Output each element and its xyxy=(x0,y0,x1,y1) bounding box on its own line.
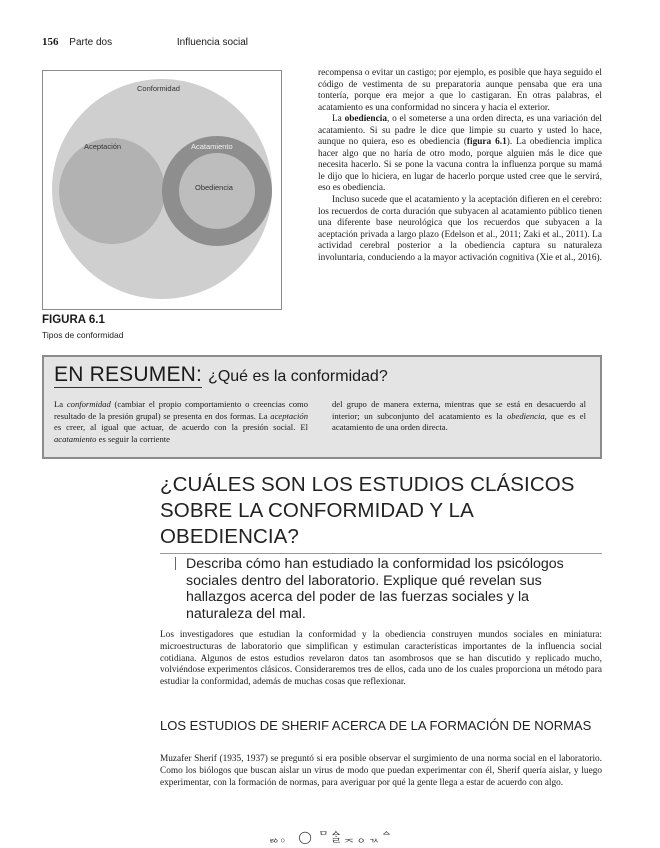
figure-caption-subtitle: Tipos de conformidad xyxy=(42,330,124,340)
summary-question: ¿Qué es la conformidad? xyxy=(208,368,388,385)
chapter-label: Influencia social xyxy=(176,37,249,48)
figure-reference: figura 6.1 xyxy=(466,137,507,148)
term-obedience: obediencia xyxy=(344,114,387,125)
footer-watermark: ᆯᇰ。 ◯ ᄆᅀᆞᆯᆽᆼᆪᅀ xyxy=(268,830,394,844)
figure-conformity-types xyxy=(42,70,282,310)
conformity-diagram xyxy=(43,71,281,309)
subsection-body: Muzafer Sherif (1935, 1937) se preguntó si era posible observar el surgimiento de una norma social en el laboratorio. Como los biólogos que buscan aislar un virus de modo que puedan experimentar con él, Sherif quería aislar, y luego experimentar, con la formación de normas, para averiguar por qué la gente llega a estar de acuerdo con algo. xyxy=(160,754,602,788)
paragraph: recompensa o evitar un castigo; por ejemplo, es posible que haya seguido el código de vestimenta de su preparatoria aunque pensaba que era una tontería, porque era mejor a que lo castigaran. En otras palabras, el acatamiento es una conformidad no sincera y hacia el exterior. xyxy=(318,68,602,113)
learning-objective: Describa cómo han estudiado la conformidad los psicólogos sociales dentro del laboratorio. Explique qué revelan sus hallazgos acerca del poder de las fuerzas sociales y la naturaleza del mal. xyxy=(186,556,564,622)
summary-box xyxy=(42,355,602,459)
section-heading: ¿CUÁLES SON LOS ESTUDIOS CLÁSICOS SOBRE LA CONFORMIDAD Y LA OBEDIENCIA? xyxy=(160,473,575,548)
paragraph: Incluso sucede que el acatamiento y la aceptación difieren en el cerebro: los recuerdos de corta duración que subyacen al acatamiento público tienen una diferente base neurológica que los recuerdos que subyacen a la aceptación privada a largo plazo (Edelson et al., 2011; Zaki et al., 2011). La actividad cerebral posterior a la obediencia captura su naturaleza involuntaria, conduciendo a la mayor activación cognitiva (Xie et al., 2016). xyxy=(318,195,602,263)
section-intro: Los investigadores que estudian la conformidad y la obediencia construyen mundos sociales en miniatura: microestructuras de laboratorio que simplifican y estimulan características importantes de la influencia social cotidiana. Algunos de estos estudios revelaron datos tan asombrosos que se han discutido y replicado mucho, volviéndose experimentos clásicos. Consideraremos tres de ellos, cada uno de los cuales proporciona un método para estudiar la conformidad, además de muchas cosas que reflexionar. xyxy=(160,630,602,688)
running-header xyxy=(42,36,248,48)
label-obedience: Obediencia xyxy=(195,183,233,192)
part-label: Parte dos xyxy=(69,37,113,48)
summary-column-left: La conformidad (cambiar el propio comportamiento o creencias como resultado de la presión grupal) se presenta en dos formas. La aceptación es creer, al igual que actuar, de acuerdo con la presión social. El acatamiento es seguir la corriente xyxy=(54,399,308,444)
section-divider xyxy=(160,553,602,554)
paragraph: La obediencia, o el someterse a una orden directa, es una variación del acatamiento. Si su padre le dice que limpie su cuarto y usted lo hace, aunque no quiera, eso es obediencia (figura 6.1). La obediencia implica hacer algo que no haría de otro modo, porque alguien más le dice que necesita hacerlo. Si se pone la vacuna contra la influenza porque su mamá le dijo que lo hiciera, en lugar de hacerlo porque usted cree que le servirá, eso es obediencia. xyxy=(318,114,603,194)
summary-title xyxy=(54,363,388,387)
label-conformity: Conformidad xyxy=(137,84,180,93)
summary-label: EN RESUMEN: xyxy=(54,363,203,386)
page-number: 156 xyxy=(42,36,59,48)
subsection-heading: LOS ESTUDIOS DE SHERIF ACERCA DE LA FORMACIÓN DE NORMAS xyxy=(160,718,592,733)
label-compliance: Acatamiento xyxy=(191,142,233,151)
objective-marker xyxy=(175,557,176,570)
summary-column-right: del grupo de manera externa, mientras que se está en desacuerdo al interior; un subconjunto del acatamiento es la obediencia, que es el acatamiento de una orden directa. xyxy=(332,399,586,433)
body-column-right xyxy=(318,68,602,264)
figure-caption-title: FIGURA 6.1 xyxy=(42,314,105,326)
label-acceptance: Aceptación xyxy=(84,142,122,151)
circle-acceptance xyxy=(59,138,165,244)
